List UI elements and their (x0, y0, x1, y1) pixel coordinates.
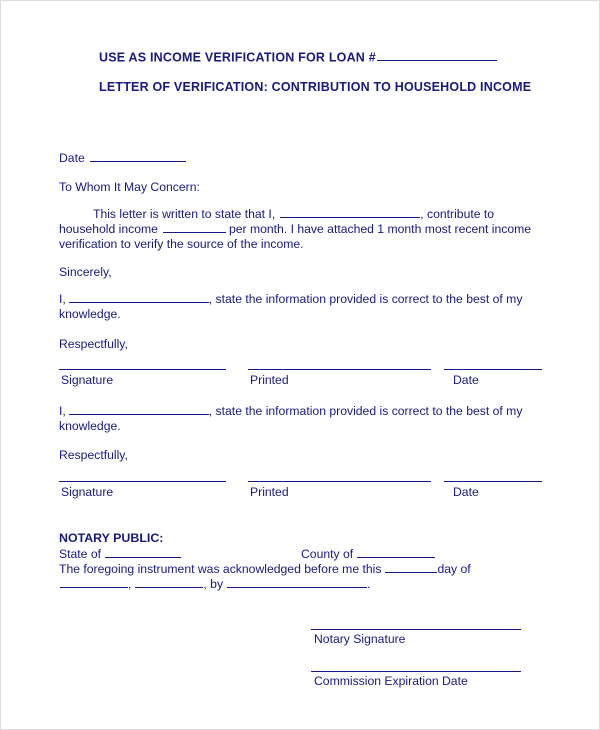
main-paragraph-line-2 (59, 222, 549, 237)
notary-person-blank (227, 577, 367, 588)
notary-ack-line-1-before: The foregoing instrument was acknowledged before me this (59, 562, 382, 576)
closing-respectfully-1: Respectfully, (59, 337, 128, 351)
notary-month-blank (60, 577, 128, 588)
printed-label-1: Printed (250, 373, 289, 387)
heading-document-title: LETTER OF VERIFICATION: CONTRIBUTION TO HOUSEHOLD INCOME (99, 80, 532, 94)
closing-sincerely: Sincerely, (59, 265, 112, 279)
date-label-1: Date (453, 373, 479, 387)
notary-ack-sep-2: , by (203, 577, 224, 591)
closing-respectfully-2: Respectfully, (59, 448, 128, 462)
printed-label-2: Printed (250, 485, 289, 499)
loan-number-blank (377, 50, 497, 61)
printed-line-2 (248, 481, 431, 482)
notary-signature-label: Notary Signature (314, 632, 406, 646)
statement-1-name-blank (69, 292, 209, 303)
main-paragraph-line-1 (59, 207, 549, 222)
contributor-name-blank (280, 207, 420, 218)
signature-row-1 (1, 369, 600, 401)
statement-1-line-2: knowledge. (59, 307, 121, 321)
commission-expiration-label: Commission Expiration Date (314, 674, 468, 688)
main-paragraph-line-3: verification to verify the source of the income. (59, 237, 304, 251)
notary-signature-line (311, 629, 521, 630)
printed-line-1 (248, 369, 431, 370)
notary-ack-line-1 (59, 562, 559, 577)
notary-state-county-line (59, 547, 549, 562)
statement-1-line-1 (59, 292, 549, 307)
notary-ack-sep-1: , (128, 577, 132, 591)
notary-ack-line-1-after: day of (437, 562, 471, 576)
heading-loan-label: USE AS INCOME VERIFICATION FOR LOAN # (99, 50, 376, 65)
notary-ack-line-2 (59, 577, 559, 592)
main-paragraph (59, 207, 549, 252)
notary-county-label: County of (301, 547, 354, 561)
statement-1-suffix: , state the information provided is correct to the best of my (208, 292, 523, 306)
notary-public-heading: NOTARY PUBLIC: (59, 531, 164, 545)
signature-line-1 (59, 369, 226, 370)
date-label-2: Date (453, 485, 479, 499)
date-field-line (59, 151, 186, 166)
date-line-2 (444, 481, 542, 482)
statement-1-prefix: I, (59, 292, 66, 306)
notary-county-blank (357, 547, 435, 558)
statement-2-prefix: I, (59, 404, 66, 418)
statement-block-1 (59, 292, 549, 322)
signature-row-2 (1, 481, 600, 513)
main-paragraph-line-1-before: This letter is written to state that I, (93, 207, 276, 221)
statement-2-line-1 (59, 404, 549, 419)
statement-2-suffix: , state the information provided is correct to the best of my (208, 404, 523, 418)
notary-county-group (301, 547, 435, 562)
notary-state-blank (105, 547, 181, 558)
notary-state-label: State of (59, 547, 102, 561)
salutation: To Whom It May Concern: (59, 180, 200, 194)
statement-2-name-blank (69, 404, 209, 415)
notary-day-blank (385, 562, 437, 573)
main-paragraph-line-2-before: household income (59, 222, 158, 236)
income-amount-blank (163, 222, 226, 233)
statement-block-2 (59, 404, 549, 434)
main-paragraph-line-1-after: , contribute to (420, 207, 495, 221)
signature-line-2 (59, 481, 226, 482)
signature-label-2: Signature (61, 485, 114, 499)
statement-2-line-2: knowledge. (59, 419, 121, 433)
notary-ack-end: . (367, 577, 371, 591)
notary-acknowledgement (59, 562, 559, 592)
signature-label-1: Signature (61, 373, 114, 387)
date-label: Date (59, 151, 85, 165)
notary-year-blank (135, 577, 203, 588)
letter-of-verification-document (1, 1, 599, 729)
date-blank (90, 151, 186, 162)
commission-expiration-line (311, 671, 521, 672)
heading-loan-number (99, 50, 497, 64)
date-line-1 (444, 369, 542, 370)
main-paragraph-line-2-after: per month. I have attached 1 month most recent income (228, 222, 532, 236)
